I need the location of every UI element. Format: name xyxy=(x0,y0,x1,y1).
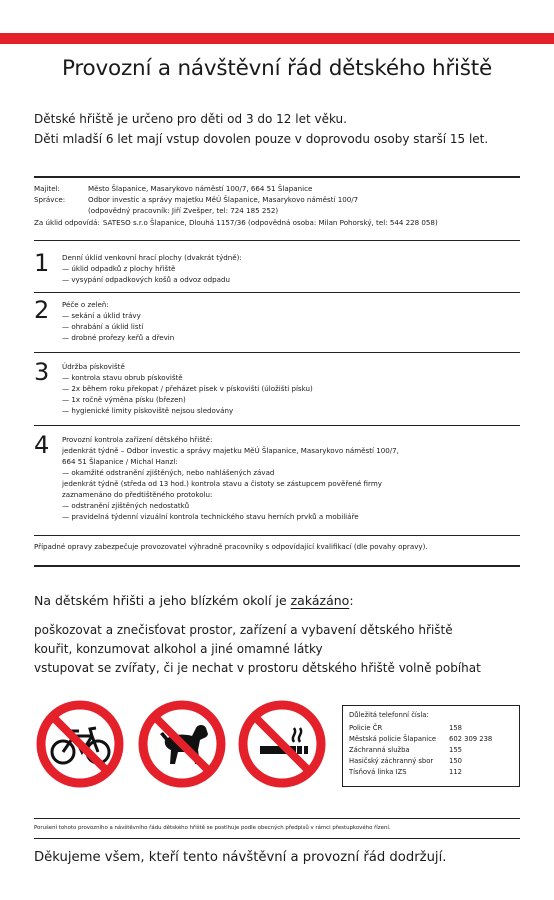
no-dogs-icon xyxy=(138,700,226,788)
divider xyxy=(34,565,520,567)
phone-row: Tísňová linka IZS 112 xyxy=(349,768,462,776)
section-number: 2 xyxy=(34,296,50,324)
section-lines: Denní úklid venkovní hrací plochy (dvakrát týdně): — úklid odpadků z plochy hřiště — vysypání odpadkových košů a odvoz odpadu xyxy=(62,253,242,284)
forbidden-heading: Na dětském hřišti a jeho blízkém okolí je zakázáno: xyxy=(34,593,354,608)
info-row-owner: Majitel: Město Šlapanice, Masarykovo náměstí 100/7, 664 51 Šlapanice xyxy=(34,184,313,193)
no-smoking-icon xyxy=(238,700,326,788)
red-header-bar xyxy=(0,33,554,44)
thanks-text: Děkujeme všem, kteří tento návštěvní a provozní řád dodržují. xyxy=(34,850,447,865)
section-lines: Provozní kontrola zařízení dětského hřiště: jedenkrát týdně – Odbor investic a správy majetku MěÚ Šlapanice, Masarykovo náměstí 100/7, 664 51 Šlapanice / Michal Hanzl: — okamžité odstranění zjištěných, nebo nahlášených závad jedenkrát týdně (středa od 13 hod.) kontrola stavu a čistoty se zástupcem pověřené firmy zaznamenáno do předtištěného protokolu: — odstranění zjištěných nedostatků — pravidelná týdenní vizuální kontrola technického stavu herních prvků a mobiliáře xyxy=(62,435,399,521)
divider xyxy=(34,292,520,293)
info-row-cleaning: Za úklid odpovídá: SATESO s.r.o Šlapanice, Dlouhá 1157/36 (odpovědná osoba: Milan Pohorský, tel: 544 228 058) xyxy=(34,217,438,227)
divider xyxy=(34,838,520,839)
phone-row: Záchranná služba 155 xyxy=(349,746,462,754)
phone-row: Hasičský záchranný sbor 150 xyxy=(349,757,462,765)
section-number: 4 xyxy=(34,431,50,459)
forbidden-item: kouřit, konzumovat alkohol a jiné omamné látky xyxy=(34,642,323,657)
forbidden-item: vstupovat se zvířaty, či je nechat v prostoru dětského hřiště volně pobíhat xyxy=(34,661,481,676)
repairs-note: Případné opravy zabezpečuje provozovatel výhradně pracovníky s odpovídající kvalifikací (dle povahy opravy). xyxy=(34,542,428,551)
section-lines: Údržba pískoviště — kontrola stavu obrub pískoviště — 2x během roku překopat / přeházet písek v pískovišti (úložišti písku) — 1x ročně výměna písku (březen) — hygienické limity pískoviště nejsou sledovány xyxy=(62,362,313,415)
intro-line-age: Dětské hřiště je určeno pro děti od 3 do 12 let věku. xyxy=(34,112,347,126)
divider xyxy=(34,535,520,536)
divider xyxy=(34,176,520,178)
no-bicycle-icon xyxy=(36,700,124,788)
phone-row: Policie ČR 158 xyxy=(349,724,462,732)
phone-row: Městská policie Šlapanice 602 309 238 xyxy=(349,735,493,743)
divider xyxy=(34,240,520,241)
section-number: 1 xyxy=(34,249,50,277)
section-number: 3 xyxy=(34,358,50,386)
forbidden-list xyxy=(34,621,481,679)
page-title: Provozní a návštěvní řád dětského hřiště xyxy=(61,56,493,81)
divider xyxy=(34,352,520,353)
footnote: Porušení tohoto provozního a návštěvního řádu dětského hřiště se postihuje podle obecných předpisů v rámci přestupkového řízení. xyxy=(34,825,391,831)
divider xyxy=(34,818,520,819)
phones-title: Důležitá telefonní čísla: xyxy=(349,711,429,719)
owner-info xyxy=(34,183,438,228)
info-row-manager-contact: (odpovědný pracovník: Jiří Zvešper, tel: 724 185 252) xyxy=(88,206,279,216)
intro-line-escort: Děti mladší 6 let mají vstup dovolen pouze v doprovodu osoby starší 15 let. xyxy=(34,132,489,146)
intro-text xyxy=(34,109,488,149)
section-lines: Péče o zeleň: — sekání a úklid trávy — ohrabání a úklid listí — drobné prořezy keřů a dřevin xyxy=(62,300,175,342)
forbidden-item: poškozovat a znečisťovat prostor, zařízení a vybavení dětského hřiště xyxy=(34,623,453,637)
info-row-manager: Správce: Odbor investic a správy majetku MěÚ Šlapanice, Masarykovo náměstí 100/7 xyxy=(34,195,359,205)
divider xyxy=(34,425,520,426)
forbidden-word: zakázáno xyxy=(290,593,350,608)
phone-box xyxy=(342,705,520,787)
